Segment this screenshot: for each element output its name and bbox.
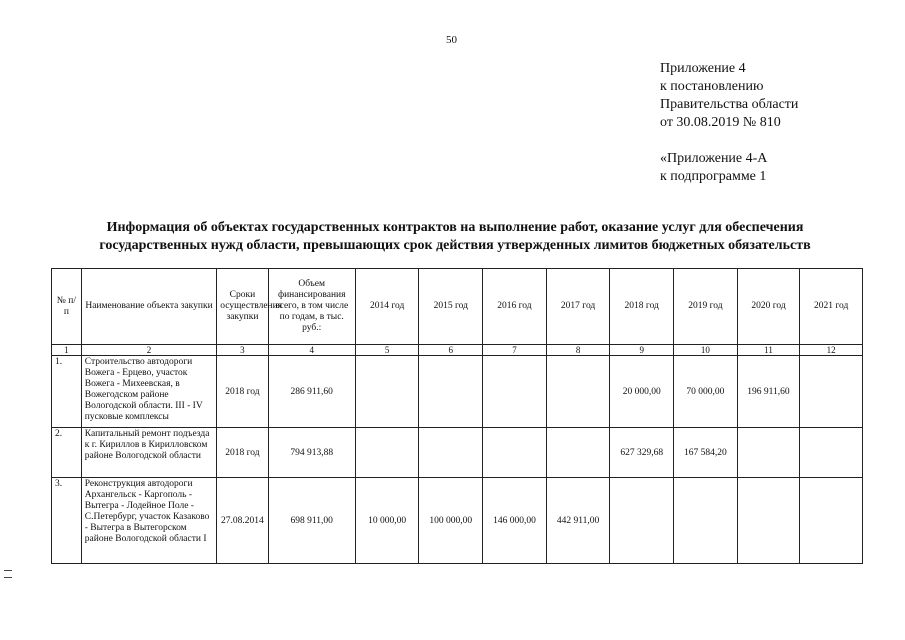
funding-2016	[483, 356, 547, 428]
funding-2017	[546, 356, 610, 428]
column-header: 2016 год	[483, 269, 547, 345]
column-number-row	[52, 345, 863, 356]
appendix-note	[660, 60, 798, 186]
funding-2020: 196 911,60	[737, 356, 800, 428]
funding-2021	[800, 428, 863, 478]
page-number: 50	[446, 34, 457, 46]
table-row	[52, 478, 863, 564]
document-title	[40, 219, 870, 255]
row-number: 3.	[52, 478, 82, 564]
funding-2019	[674, 478, 738, 564]
table-row	[52, 428, 863, 478]
column-header: 2018 год	[610, 269, 674, 345]
table-header-row	[52, 269, 863, 345]
funding-2017: 442 911,00	[546, 478, 610, 564]
funding-2015: 100 000,00	[419, 478, 483, 564]
title-line: государственных нужд области, превышающих срок действия утвержденных лимитов бюджетных обязательств	[99, 238, 811, 253]
column-number: 9	[610, 345, 674, 356]
procurement-term: 27.08.2014	[217, 478, 268, 564]
funding-2017	[546, 428, 610, 478]
column-number: 4	[268, 345, 355, 356]
column-header: 2017 год	[546, 269, 610, 345]
row-number: 1.	[52, 356, 82, 428]
row-number: 2.	[52, 428, 82, 478]
funding-2016: 146 000,00	[483, 478, 547, 564]
column-header: № п/п	[52, 269, 82, 345]
column-number: 12	[800, 345, 863, 356]
funding-2014: 10 000,00	[355, 478, 419, 564]
scan-edge-mark	[4, 570, 12, 578]
column-number: 1	[52, 345, 82, 356]
column-header: 2014 год	[355, 269, 419, 345]
column-number: 2	[81, 345, 217, 356]
contracts-table	[51, 268, 863, 564]
title-line: Информация об объектах государственных контрактов на выполнение работ, оказание услуг для обеспечения	[106, 220, 804, 235]
funding-2021	[800, 356, 863, 428]
funding-2020	[737, 428, 800, 478]
funding-2019: 167 584,20	[674, 428, 738, 478]
funding-2014	[355, 356, 419, 428]
column-header: 2021 год	[800, 269, 863, 345]
funding-2018: 627 329,68	[610, 428, 674, 478]
column-header: Объем финансирования всего, в том числе по годам, в тыс. руб.:	[268, 269, 355, 345]
funding-2018	[610, 478, 674, 564]
total-funding: 698 911,00	[268, 478, 355, 564]
appendix-line: к подпрограмме 1	[660, 169, 767, 184]
column-number: 8	[546, 345, 610, 356]
appendix-line: к постановлению	[660, 79, 764, 94]
total-funding: 794 913,88	[268, 428, 355, 478]
column-number: 10	[674, 345, 738, 356]
procurement-term: 2018 год	[217, 428, 268, 478]
table-row	[52, 356, 863, 428]
funding-2014	[355, 428, 419, 478]
total-funding: 286 911,60	[268, 356, 355, 428]
appendix-line: «Приложение 4-А	[660, 151, 768, 166]
column-number: 11	[737, 345, 800, 356]
column-number: 5	[355, 345, 419, 356]
appendix-line: Правительства области	[660, 97, 799, 112]
appendix-line: от 30.08.2019 № 810	[660, 115, 781, 130]
column-number: 3	[217, 345, 268, 356]
funding-2021	[800, 478, 863, 564]
column-header: 2020 год	[737, 269, 800, 345]
object-name: Строительство автодороги Вожега - Ерцево, участок Вожега - Михеевская, в Вожегодском районе Вологодской области. III - IV пусковые комплексы	[81, 356, 217, 428]
object-name: Капитальный ремонт подъезда к г. Кириллов в Кирилловском районе Вологодской области	[81, 428, 217, 478]
column-header: Наименование объекта закупки	[81, 269, 217, 345]
column-number: 7	[483, 345, 547, 356]
column-header: 2015 год	[419, 269, 483, 345]
funding-2019: 70 000,00	[674, 356, 738, 428]
procurement-term: 2018 год	[217, 356, 268, 428]
funding-2018: 20 000,00	[610, 356, 674, 428]
column-header: 2019 год	[674, 269, 738, 345]
column-header: Сроки осуществления закупки	[217, 269, 268, 345]
appendix-line: Приложение 4	[660, 61, 746, 76]
funding-2015	[419, 428, 483, 478]
funding-2016	[483, 428, 547, 478]
column-number: 6	[419, 345, 483, 356]
funding-2020	[737, 478, 800, 564]
funding-2015	[419, 356, 483, 428]
object-name: Реконструкция автодороги Архангельск - Каргополь - Вытегра - Лодейное Поле - С.Петербург, участок Казаково - Вытегра в Вытегорском районе Вологодской области I	[81, 478, 217, 564]
